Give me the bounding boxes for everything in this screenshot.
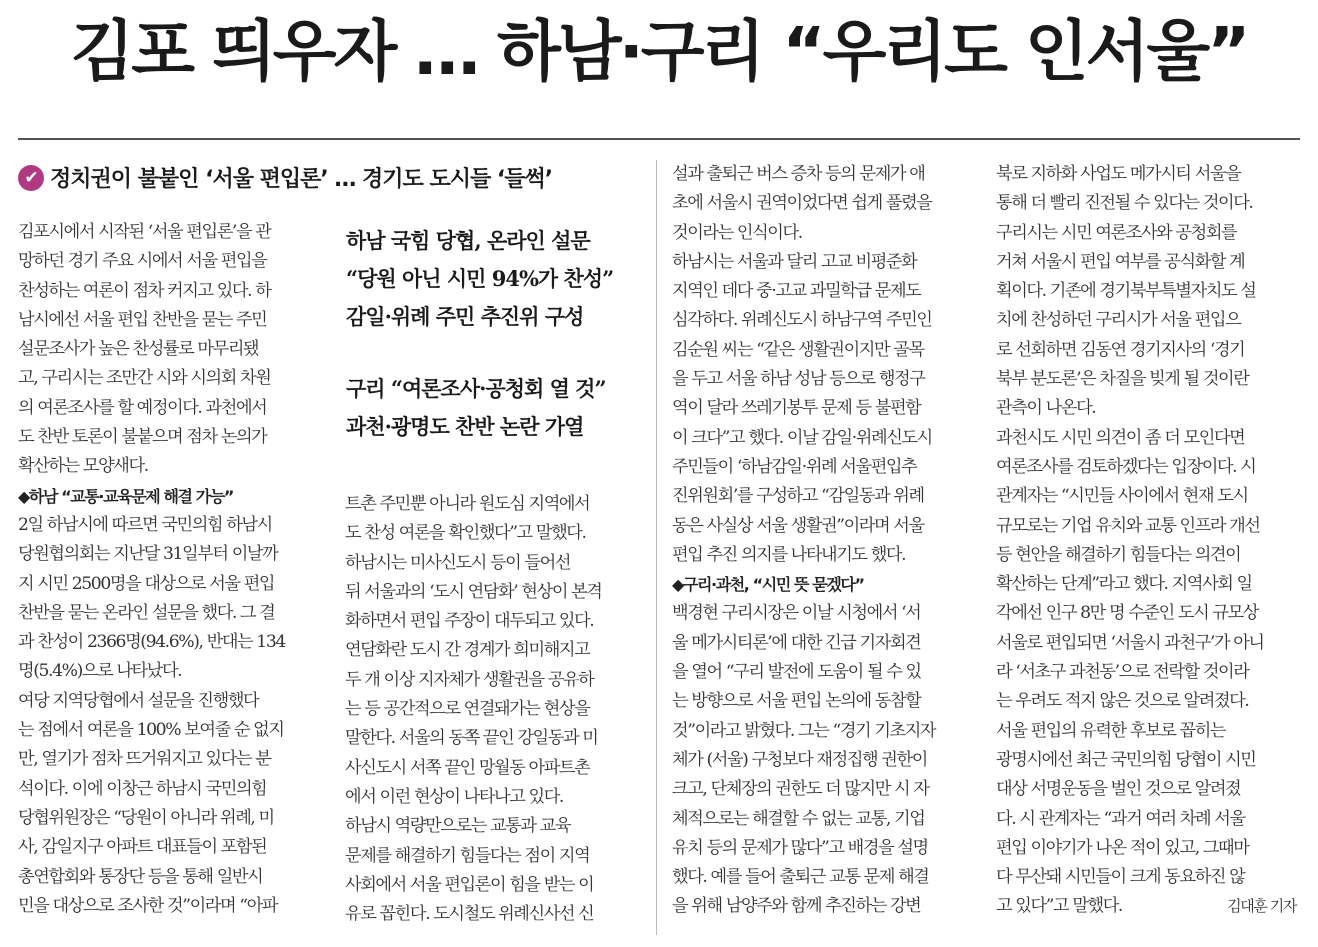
article-line: 초에 서울시 권역이었다면 쉽게 풀렸을 (672, 193, 932, 214)
section-subhead: ◆하남 “교통·교육문제 해결 가능” (18, 486, 233, 506)
article-line: 동은 사실상 서울 생활권”이라며 서울 (672, 515, 924, 536)
article-line: 남시에선 서울 편입 찬반을 묻는 주민 (18, 309, 267, 330)
article-line: 유치 등의 문제가 많다”고 배경을 설명 (672, 837, 928, 858)
article-line: 김포시에서 시작된 ‘서울 편입론’을 관 (18, 222, 271, 242)
article-column-2 (345, 490, 645, 929)
article-line: 도 찬반 토론이 불붙으며 점차 논의가 (18, 427, 267, 448)
article-line: 당원협의회는 지난달 31일부터 이날까 (18, 544, 278, 565)
deck-line: 구리 “여론조사·공청회 열 것” (346, 376, 606, 401)
byline: 김대훈 기자 (1227, 897, 1296, 916)
article-line: 편입 이야기가 나온 적이 있고, 그때마 (996, 837, 1249, 858)
article-line: 는 점에서 여론을 100% 보여줄 순 없지 (18, 720, 284, 741)
article-line: 찬반을 묻는 온라인 설문을 했다. 그 결 (18, 602, 275, 623)
article-line: 망하던 경기 주요 시에서 서울 편입을 (18, 251, 267, 272)
article-line: 트촌 주민뿐 아니라 원도심 지역에서 (345, 494, 590, 514)
article-line: 것”이라고 밝혔다. 그는 “경기 기초지자 (672, 720, 936, 741)
article-line: 역이 달라 쓰레기봉투 문제 등 불편함 (672, 398, 921, 419)
article-line: 북부 분도론’은 차질을 빚게 될 것이란 (996, 369, 1249, 390)
article-line: 명(5.4%)으로 나타났다. (18, 661, 182, 682)
article-line: 사회에서 서울 편입론이 힘을 받는 이 (345, 874, 594, 895)
article-line: 두 개 이상 지자체가 생활권을 공유하 (345, 669, 594, 690)
article-line: 고, 구리시는 조만간 시와 시의회 차원 (18, 368, 271, 389)
article-line: 백경현 구리시장은 이날 시청에서 ‘서 (672, 603, 921, 624)
article-line: 서울로 편입되면 ‘서울시 과천구’가 아니 (996, 632, 1264, 653)
deck-line: “당원 아닌 시민 94%가 찬성” (346, 266, 614, 291)
article-line: 치에 찬성하던 구리시가 서울 편입으 (996, 310, 1241, 331)
article-line: 설과 출퇴근 버스 증차 등의 문제가 애 (672, 164, 925, 184)
deck-line: 하남 국힘 당협, 온라인 설문 (346, 228, 590, 253)
article-line: 는 우려도 적지 않은 것으로 알려졌다. (996, 691, 1249, 712)
article-line: 문제를 해결하기 힘들다는 점이 지역 (345, 845, 590, 866)
article-line: 다. 시 관계자는 “과거 여러 차례 서울 (996, 808, 1245, 829)
article-line: 거쳐 서울시 편입 여부를 공식화할 계 (996, 251, 1245, 272)
subheadline (18, 162, 652, 193)
article-line: 심각하다. 위례신도시 하남구역 주민인 (672, 310, 932, 331)
article-line: 을 두고 서울 하남 성남 등으로 행정구 (672, 369, 925, 390)
article-line: 획이다. 기존에 경기북부특별자치도 설 (996, 281, 1256, 302)
article-line: 지역인 데다 중·고교 과밀학급 문제도 (672, 281, 921, 302)
article-line: 뒤 서울과의 ‘도시 연담화’ 현상이 본격 (345, 581, 602, 602)
article-line: 했다. 예를 들어 출퇴근 교통 문제 해결 (672, 867, 929, 888)
article-line: 관측이 나온다. (996, 398, 1096, 419)
article-line: 대상 서명운동을 벌인 것으로 알려졌 (996, 779, 1241, 800)
article-line: 2일 하남시에 따르면 국민의힘 하남시 (18, 514, 272, 535)
article-line: 사, 감일지구 아파트 대표들이 포함된 (18, 837, 267, 858)
article-line: 을 열어 “구리 발전에 도움이 될 수 있 (672, 662, 921, 683)
article-line: 여당 지역당협에서 설문을 진행했다 (18, 690, 259, 711)
article-line: 설문조사가 높은 찬성률로 마무리됐 (18, 339, 259, 360)
article-line: 확산하는 단계”라고 했다. 지역사회 일 (996, 574, 1252, 595)
article-line: 과 찬성이 2366명(94.6%), 반대는 134 (18, 632, 285, 653)
article-line: 하남시 역량만으로는 교통과 교육 (345, 816, 571, 837)
headline-rule (18, 138, 1300, 140)
article-line: 화하면서 편입 주장이 대두되고 있다. (345, 611, 594, 632)
article-line: 당협위원장은 “당원이 아니라 위례, 미 (18, 807, 274, 828)
article-line: 에서 이런 현상이 나타나고 있다. (345, 786, 563, 807)
section-subhead: ◆구리·과천, “시민 뜻 묻겠다” (672, 575, 864, 595)
article-line: 각에선 인구 8만 명 수준인 도시 규모상 (996, 603, 1258, 624)
article-line: 주민들이 ‘하남감일·위례 서울편입추 (672, 456, 917, 477)
article-line: 크고, 단체장의 권한도 더 많지만 시 자 (672, 779, 929, 800)
article-line: 서울 편입의 유력한 후보로 꼽히는 (996, 720, 1226, 741)
article-line: 편입 추진 의지를 나타내기도 했다. (672, 544, 906, 565)
article-line: 유로 꼽힌다. 도시철도 위례신사선 신 (345, 904, 594, 925)
article-line: 말한다. 서울의 동쪽 끝인 강일동과 미 (345, 728, 598, 749)
article-line: 여론조사를 검토하겠다는 입장이다. 시 (996, 456, 1256, 477)
article-line: 찬성하는 여론이 점차 커지고 있다. 하 (18, 280, 271, 301)
article-line: 만, 열기가 점차 뜨거워지고 있다는 분 (18, 749, 271, 770)
deck-line: 감일·위례 주민 추진위 구성 (346, 304, 584, 329)
subheadline-text: 정치권이 불붙인 ‘서울 편입론’ … 경기도 도시들 ‘들썩’ (50, 167, 553, 192)
article-line: 을 위해 남양주와 함께 추진하는 강변 (672, 896, 921, 917)
article-line: 과천시도 시민 의견이 좀 더 모인다면 (996, 427, 1245, 448)
deck-box (346, 222, 646, 446)
check-circle-icon: ✔ (18, 165, 44, 191)
article-line: 민을 대상으로 조사한 것”이라며 “아파 (18, 895, 278, 916)
deck-line: 과천·광명도 찬반 논란 가열 (346, 414, 584, 439)
article-line: 이 크다”고 했다. 이날 감일·위례신도시 (672, 427, 932, 448)
article-line: 총연합회와 통장단 등을 통해 일반시 (18, 866, 263, 887)
article-line: 고 있다”고 말했다. 김대훈 기자 (996, 892, 1296, 921)
article-column-3 (672, 160, 972, 922)
article-line: 진위원회’를 구성하고 “감일동과 위례 (672, 486, 924, 507)
article-line: 통해 더 빨리 진전될 수 있다는 것이다. (996, 193, 1253, 214)
article-line: 로 선회하면 김동연 경기지사의 ‘경기 (996, 339, 1245, 360)
article-line: 석이다. 이에 이창근 하남시 국민의힘 (18, 778, 267, 799)
article-line: 하남시는 미사신도시 등이 들어선 (345, 552, 571, 573)
article-line: 는 등 공간적으로 연결돼가는 현상을 (345, 699, 590, 720)
article-line: 는 방향으로 서울 편입 논의에 동참할 (672, 691, 921, 712)
article-line: 구리시는 시민 여론조사와 공청회를 (996, 222, 1237, 243)
article-line: 연담화란 도시 간 경계가 희미해지고 (345, 640, 590, 661)
column-divider (656, 160, 657, 935)
article-line: 의 여론조사를 할 예정이다. 과천에서 (18, 397, 267, 418)
article-line: 북로 지하화 사업도 메가시티 서울을 (996, 164, 1241, 184)
article-line: 광명시에선 최근 국민의힘 당협이 시민 (996, 749, 1256, 770)
article-line: 라 ‘서초구 과천동’으로 전락할 것이라 (996, 662, 1249, 683)
article-line: 관계자는 “시민들 사이에서 현재 도시 (996, 486, 1248, 507)
article-line: 하남시는 서울과 달리 고교 비평준화 (672, 251, 917, 272)
article-line: 등 현안을 해결하기 힘들다는 의견이 (996, 544, 1241, 565)
article-line: 규모로는 기업 유치와 교통 인프라 개선 (996, 515, 1260, 536)
article-line: 울 메가시티론’에 대한 긴급 기자회견 (672, 632, 921, 653)
article-line: 것이라는 인식이다. (672, 222, 802, 243)
article-column-4 (996, 160, 1296, 922)
article-line: 도 찬성 여론을 확인했다”고 말했다. (345, 523, 586, 544)
article-column-1 (18, 218, 318, 921)
headline: 김포 띄우자 … 하남·구리 “우리도 인서울” (70, 13, 1248, 90)
article-line: 체적으로는 해결할 수 없는 교통, 기업 (672, 808, 925, 829)
article-line: 체가 (서울) 구청보다 재정집행 권한이 (672, 749, 927, 770)
article-line: 사신도시 서쪽 끝인 망월동 아파트촌 (345, 757, 590, 778)
article-line: 지 시민 2500명을 대상으로 서울 편입 (18, 573, 275, 594)
article-line: 확산하는 모양새다. (18, 456, 148, 477)
article-line: 다 무산돼 시민들이 크게 동요하진 않 (996, 867, 1245, 888)
article-line: 김순원 씨는 “같은 생활권이지만 골목 (672, 339, 924, 360)
